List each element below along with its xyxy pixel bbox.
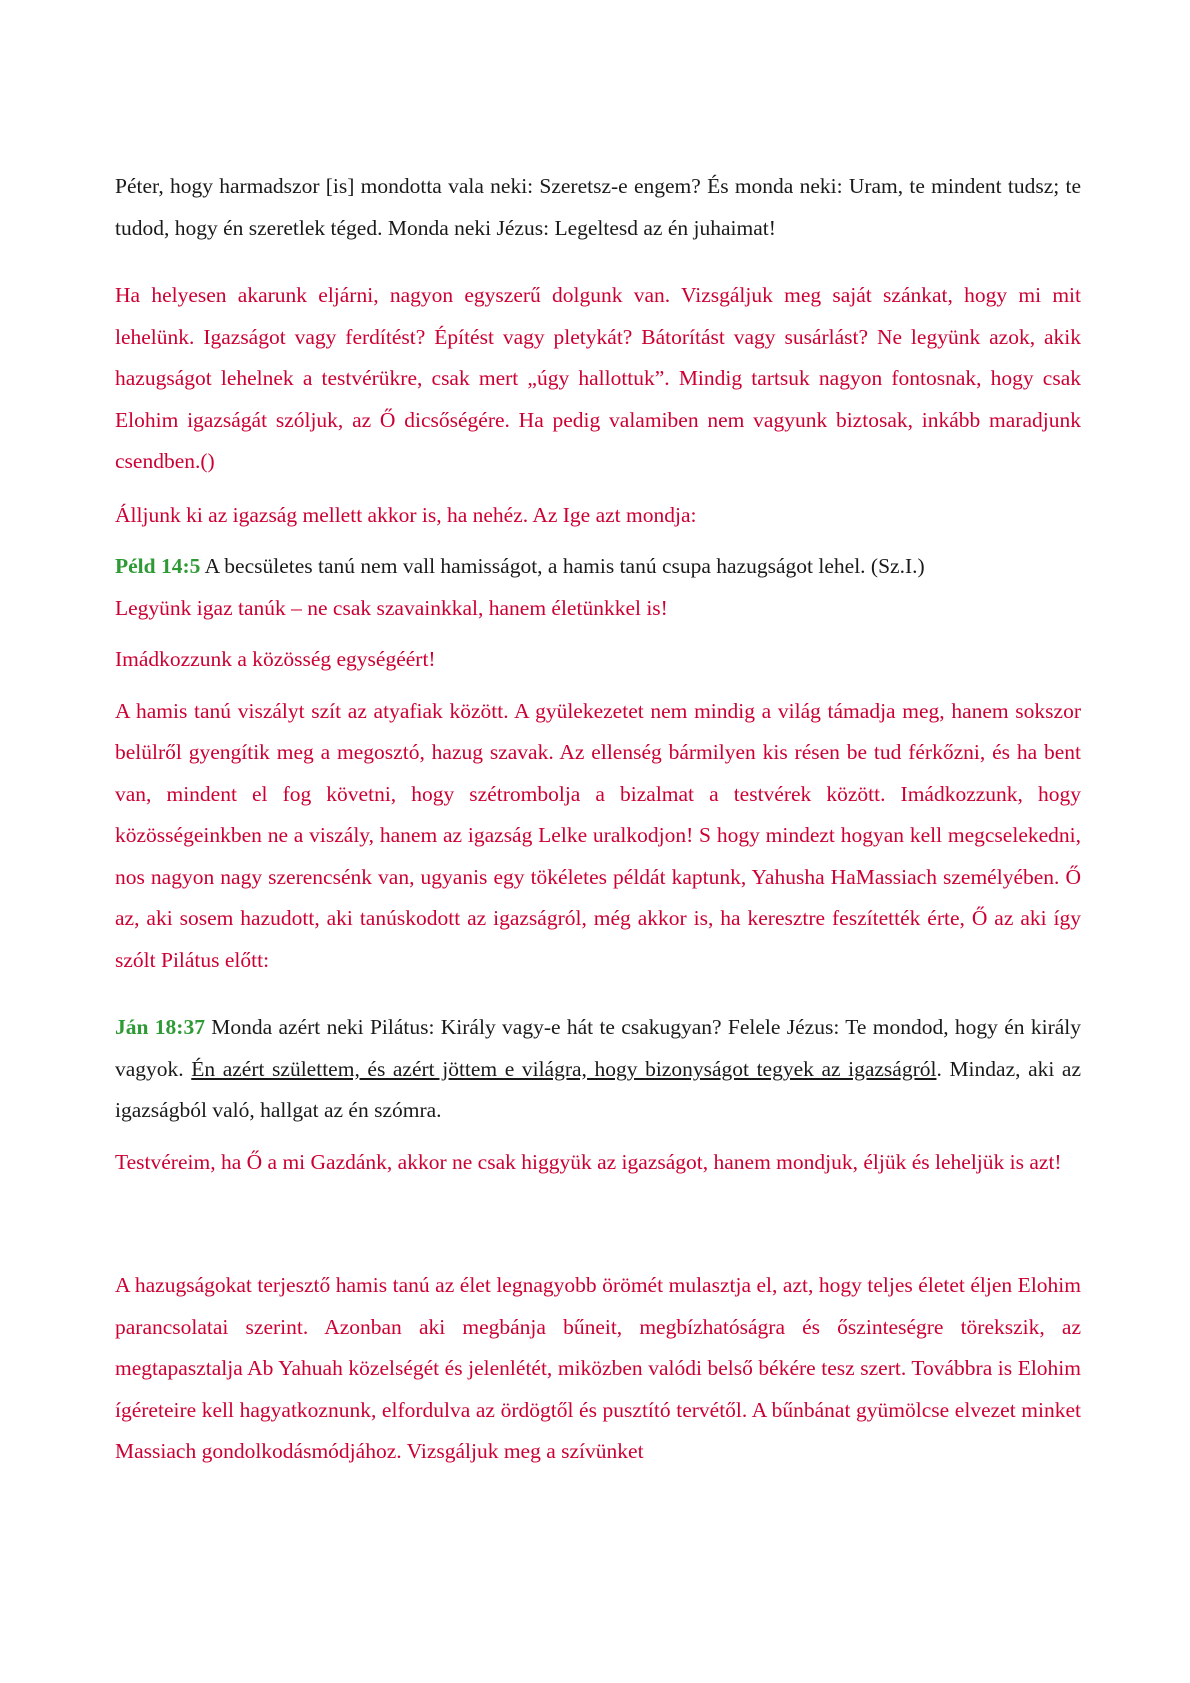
paragraph-verse-john — [115, 1007, 1081, 1132]
paragraph-scripture-peter: Péter, hogy harmadszor [is] mondotta vala neki: Szeretsz-e engem? És monda neki: Uram, te mindent tudsz; te tudod, hogy én szeretlek téged. Monda neki Jézus: Legeltesd az én juhaimat! — [115, 174, 1081, 240]
paragraph-pray-unity: Imádkozzunk a közösség egységéért! — [115, 647, 436, 671]
paragraph-commentary-examine-mouth: Ha helyesen akarunk eljárni, nagyon egyszerű dolgunk van. Vizsgáljuk meg saját szánkat, hogy mi mit lehelünk. Igazságot vagy ferdítést? Építést vagy pletykát? Bátorítást vagy susárlást? Ne legyünk azok, akik hazugságot lehelnek a testvérükre, csak mert „úgy hallottuk”. Mindig tartsuk nagyon fontosnak, hogy csak Elohim igazságát szóljuk, az Ő dicsőségére. Ha pedig valamiben nem vagyunk biztosak, inkább maradjunk csendben.() — [115, 283, 1081, 473]
paragraph-false-witness-discord: A hamis tanú viszályt szít az atyafiak között. A gyülekezetet nem mindig a világ támadja meg, hanem sokszor belülről gyengítik meg a megosztó, hazug szavak. Az ellenség bármilyen kis résen be tud férkőzni, és ha bent van, mindent el fog követni, hogy szétrombolja a bizalmat a testvérek között. Imádkozzunk, hogy közösségeinkben ne a viszály, hanem az igazság Lelke uralkodjon! S hogy mindezt hogyan kell megcselekedni, nos nagyon nagy szerencsénk van, ugyanis egy tökéletes példát kaptunk, Yahusha HaMassiach személyében. Ő az, aki sosem hazudott, aki tanúskodott az igazságról, még akkor is, ha keresztre feszítették érte, Ő az aki így szólt Pilátus előtt: — [115, 698, 1081, 972]
paragraph-verse-proverbs — [115, 546, 1081, 588]
paragraph-brethren-exhortation: Testvéreim, ha Ő a mi Gazdánk, akkor ne csak higgyük az igazságot, hanem mondjuk, éljük és leheljük is azt! — [115, 1149, 1062, 1174]
verse-text-john-b: . Mindaz, aki az igazságból való, hallgat az én szómra. — [115, 1056, 1081, 1122]
verse-reference-john: Ján 18:37 — [115, 1015, 205, 1039]
document-body — [115, 166, 1081, 1473]
paragraph-stand-for-truth: Álljunk ki az igazság mellett akkor is, ha nehéz. Az Ige azt mondja: — [115, 502, 697, 527]
verse-reference-proverbs: Péld 14:5 — [115, 554, 201, 578]
verse-text-john-a: Monda azért neki Pilátus: Király vagy-e hát te csakugyan? Felele Jézus: Te mondod, hogy én király vagyok. — [115, 1015, 1081, 1081]
verse-text-proverbs: A becsületes tanú nem vall hamisságot, a hamis tanú csupa hazugságot lehel. (Sz.I.) — [200, 554, 925, 578]
paragraph-true-witnesses: Legyünk igaz tanúk – ne csak szavainkkal, hanem életünkkel is! — [115, 595, 668, 620]
paragraph-repentance: A hazugságokat terjesztő hamis tanú az élet legnagyobb örömét mulasztja el, azt, hogy teljes életet éljen Elohim parancsolatai szerint. Azonban aki megbánja bűneit, megbízhatóságra és őszinteségre törekszik, az megtapasztalja Ab Yahuah közelségét és jelenlétét, miközben valódi belső békére tesz szert. Továbbra is Elohim ígéreteire kell hagyatkoznunk, elfordulva az ördögtől és pusztító tervétől. A bűnbánat gyümölcse elvezet minket Massiach gondolkodásmódjához. Vizsgáljuk meg a szívünket — [115, 1273, 1081, 1463]
verse-text-john-underlined: Én azért születtem, és azért jöttem e világra, hogy bizonyságot tegyek az igazságról — [191, 1056, 937, 1081]
